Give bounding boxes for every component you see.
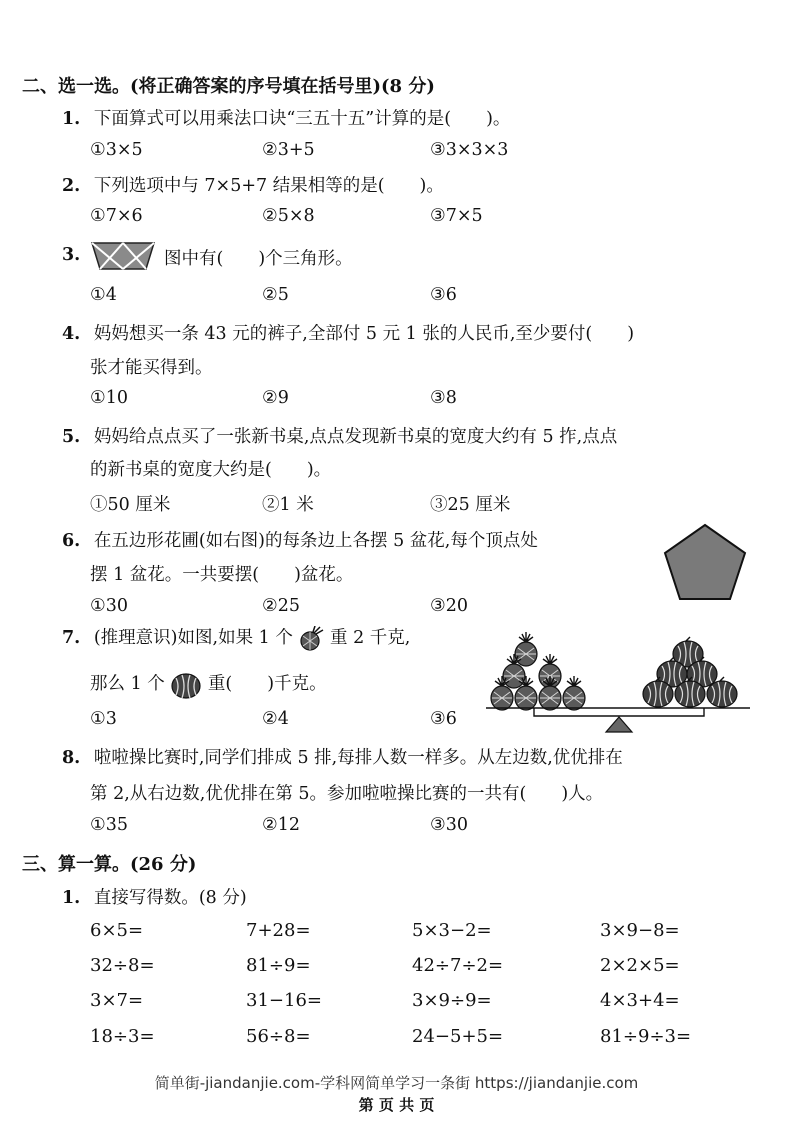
question-7-line-2: 那么 1 个 重( )千克。: [90, 670, 327, 699]
q1-option-b: ②3+5: [262, 140, 315, 160]
question-8-line-1: 8. 啦啦操比赛时,同学们排成 5 排,每排人数一样多。从左边数,优优排在: [62, 748, 623, 768]
question-4-line-1: 4. 妈妈想买一条 43 元的裤子,全部付 5 元 1 张的人民币,至少要付( ): [62, 324, 635, 344]
balance-scale-figure: [482, 622, 754, 734]
q6-option-b: ②25: [262, 596, 300, 616]
q1-option-a: ①3×5: [90, 140, 143, 160]
calc-r4-c1: 18÷3=: [90, 1026, 155, 1047]
q8-option-a: ①35: [90, 815, 128, 835]
pineapple-icon: [298, 626, 324, 652]
question-3-number: 3.: [62, 245, 81, 265]
calc-r4-c3: 24−5+5=: [412, 1026, 504, 1047]
q7-option-c: ③6: [430, 709, 457, 729]
calc-r2-c2: 81÷9=: [246, 955, 311, 976]
section-3-sub-1: 1. 直接写得数。(8 分): [62, 888, 247, 908]
question-1: 1. 下面算式可以用乘法口诀“三五十五”计算的是( )。: [62, 109, 511, 129]
q1-option-c: ③3×3×3: [430, 140, 509, 160]
q8-option-b: ②12: [262, 815, 300, 835]
watermelon-icon: [170, 671, 202, 699]
q6-option-a: ①30: [90, 596, 128, 616]
q6-option-c: ③20: [430, 596, 468, 616]
question-5-line-2: 的新书桌的宽度大约是( )。: [90, 460, 332, 480]
calc-r2-c1: 32÷8=: [90, 955, 155, 976]
q4-option-c: ③8: [430, 388, 457, 408]
q8-option-c: ③30: [430, 815, 468, 835]
q2-option-c: ③7×5: [430, 206, 483, 226]
calc-r2-c3: 42÷7÷2=: [412, 955, 504, 976]
q2-option-a: ①7×6: [90, 206, 143, 226]
calc-r1-c4: 3×9−8=: [600, 920, 680, 941]
q4-option-b: ②9: [262, 388, 289, 408]
q7-option-a: ①3: [90, 709, 117, 729]
calc-r1-c3: 5×3−2=: [412, 920, 492, 941]
q3-option-a: ①4: [90, 285, 117, 305]
calc-r3-c4: 4×3+4=: [600, 990, 680, 1011]
q4-option-a: ①10: [90, 388, 128, 408]
question-6-line-2: 摆 1 盆花。一共要摆( )盆花。: [90, 565, 354, 585]
pentagon-figure: [662, 522, 748, 602]
question-6-line-1: 6. 在五边形花圃(如右图)的每条边上各摆 5 盆花,每个顶点处: [62, 531, 538, 551]
calc-r3-c2: 31−16=: [246, 990, 322, 1011]
question-4-line-2: 张才能买得到。: [90, 358, 213, 378]
q3-option-b: ②5: [262, 285, 289, 305]
question-2: 2. 下列选项中与 7×5+7 结果相等的是( )。: [62, 176, 444, 196]
calc-r2-c4: 2×2×5=: [600, 955, 680, 976]
question-8-line-2: 第 2,从右边数,优优排在第 5。参加啦啦操比赛的一共有( )人。: [90, 784, 604, 804]
q5-option-c: ③25 厘米: [430, 495, 511, 515]
footer-source: 简单街-jiandanjie.com-学科网简单学习一条街 https://jiandanjie.com: [154, 1074, 639, 1092]
question-3-text: 图中有( )个三角形。: [164, 249, 353, 269]
page-number: 第 页 共 页: [358, 1096, 435, 1114]
q3-option-c: ③6: [430, 285, 457, 305]
calc-r3-c3: 3×9÷9=: [412, 990, 492, 1011]
q5-option-a: ①50 厘米: [90, 495, 171, 515]
q2-option-b: ②5×8: [262, 206, 315, 226]
calc-r1-c2: 7+28=: [246, 920, 311, 941]
question-5-line-1: 5. 妈妈给点点买了一张新书桌,点点发现新书桌的宽度大约有 5 拃,点点: [62, 427, 618, 447]
q5-option-b: ②1 米: [262, 495, 314, 515]
calc-r4-c4: 81÷9÷3=: [600, 1026, 692, 1047]
question-7-line-1: 7. (推理意识)如图,如果 1 个 重 2 千克,: [62, 624, 410, 652]
q7-option-b: ②4: [262, 709, 289, 729]
section-3-title: 三、算一算。(26 分): [22, 854, 197, 875]
calc-r1-c1: 6×5=: [90, 920, 144, 941]
triangles-figure: [90, 241, 156, 271]
calc-r4-c2: 56÷8=: [246, 1026, 311, 1047]
calc-r3-c1: 3×7=: [90, 990, 144, 1011]
section-2-title: 二、选一选。(将正确答案的序号填在括号里)(8 分): [22, 76, 435, 97]
